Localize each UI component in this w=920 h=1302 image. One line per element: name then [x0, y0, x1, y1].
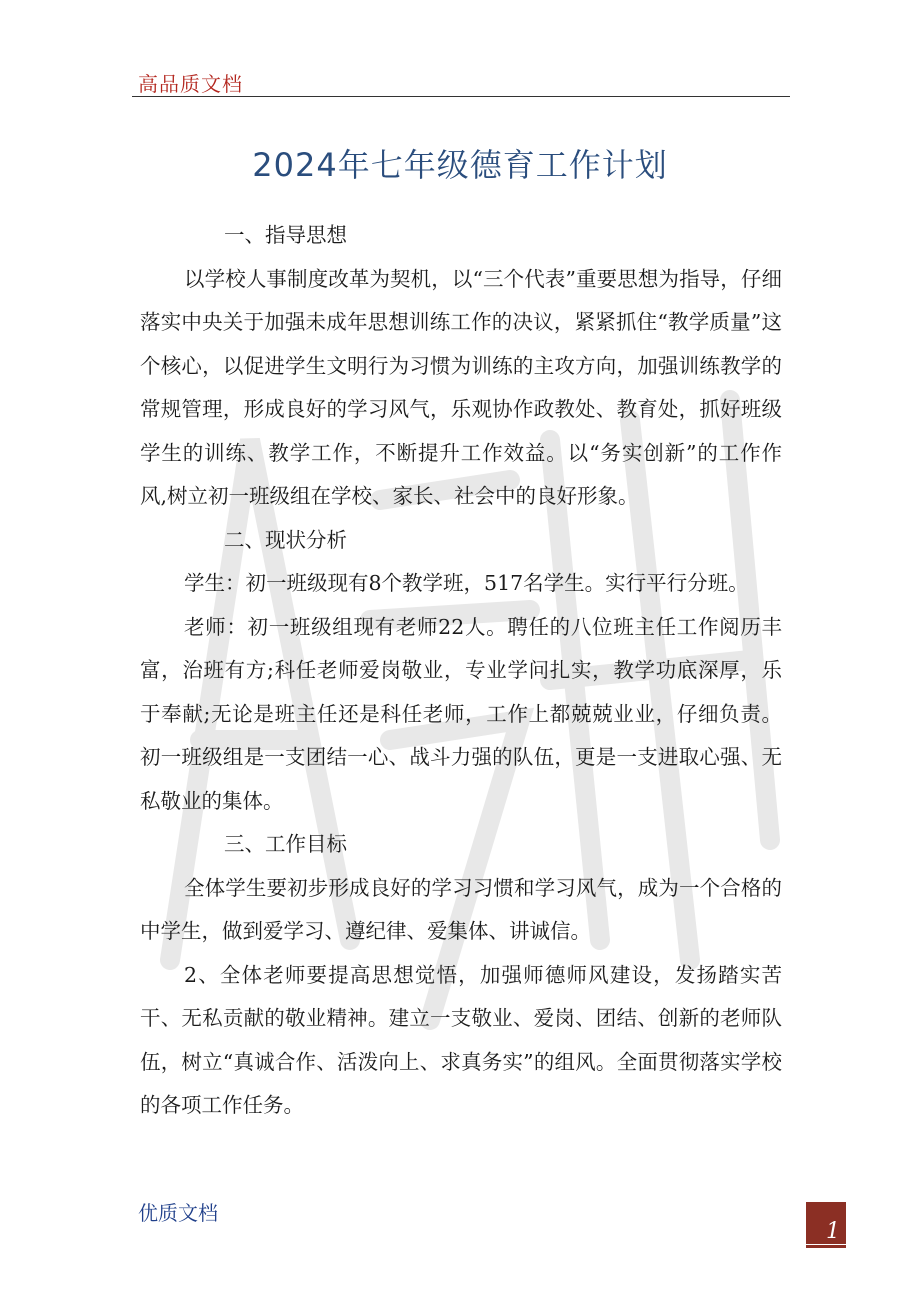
- paragraph-teachers: 老师：初一班级组现有老师22人。聘任的八位班主任工作阅历丰富，治班有方;科任老师爱岗敬业，专业学问扎实，教学功底深厚，乐于奉献;无论是班主任还是科任老师，工作上都兢兢业业，仔细负责。初一班级组是一支团结一心、战斗力强的队伍，更是一支进取心强、无私敬业的集体。: [140, 614, 782, 813]
- section-heading-work-goals: 三、工作目标: [224, 832, 347, 856]
- document-body: [140, 214, 782, 1128]
- page-badge-underline: [806, 1244, 846, 1245]
- paragraph-goal-teachers: 2、全体老师要提高思想觉悟，加强师德师风建设，发扬踏实苦干、无私贡献的敬业精神。建立一支敬业、爱岗、团结、创新的老师队伍，树立“真诚合作、活泼向上、求真务实”的组风。全面贯彻落实学校的各项工作任务。: [140, 962, 782, 1117]
- header-brand: 高品质文档: [138, 72, 243, 96]
- paragraph-goal-students: 全体学生要初步形成良好的学习习惯和学习风气，成为一个合格的中学生，做到爱学习、遵纪律、爱集体、讲诚信。: [140, 875, 782, 943]
- paragraph-guiding-thought: 以学校人事制度改革为契机，以“三个代表”重要思想为指导，仔细落实中央关于加强未成年思想训练工作的决议，紧紧抓住“教学质量”这个核心，以促进学生文明行为习惯为训练的主攻方向，加强训练教学的常规管理，形成良好的学习风气，乐观协作政教处、教育处，抓好班级学生的训练、教学工作，不断提升工作效益。以“务实创新”的工作作风,树立初一班级组在学校、家长、社会中的良好形象。: [140, 266, 782, 508]
- header-divider: [132, 96, 790, 97]
- footer-brand: 优质文档: [138, 1201, 218, 1225]
- document-title: 2024年七年级德育工作计划: [252, 146, 668, 184]
- page-number: 1: [826, 1219, 840, 1244]
- page-number-badge: [806, 1202, 846, 1248]
- paragraph-students: 学生：初一班级现有8个教学班，517名学生。实行平行分班。: [184, 571, 749, 595]
- section-heading-guiding-thought: 一、指导思想: [224, 223, 347, 247]
- section-heading-status-analysis: 二、现状分析: [224, 527, 347, 552]
